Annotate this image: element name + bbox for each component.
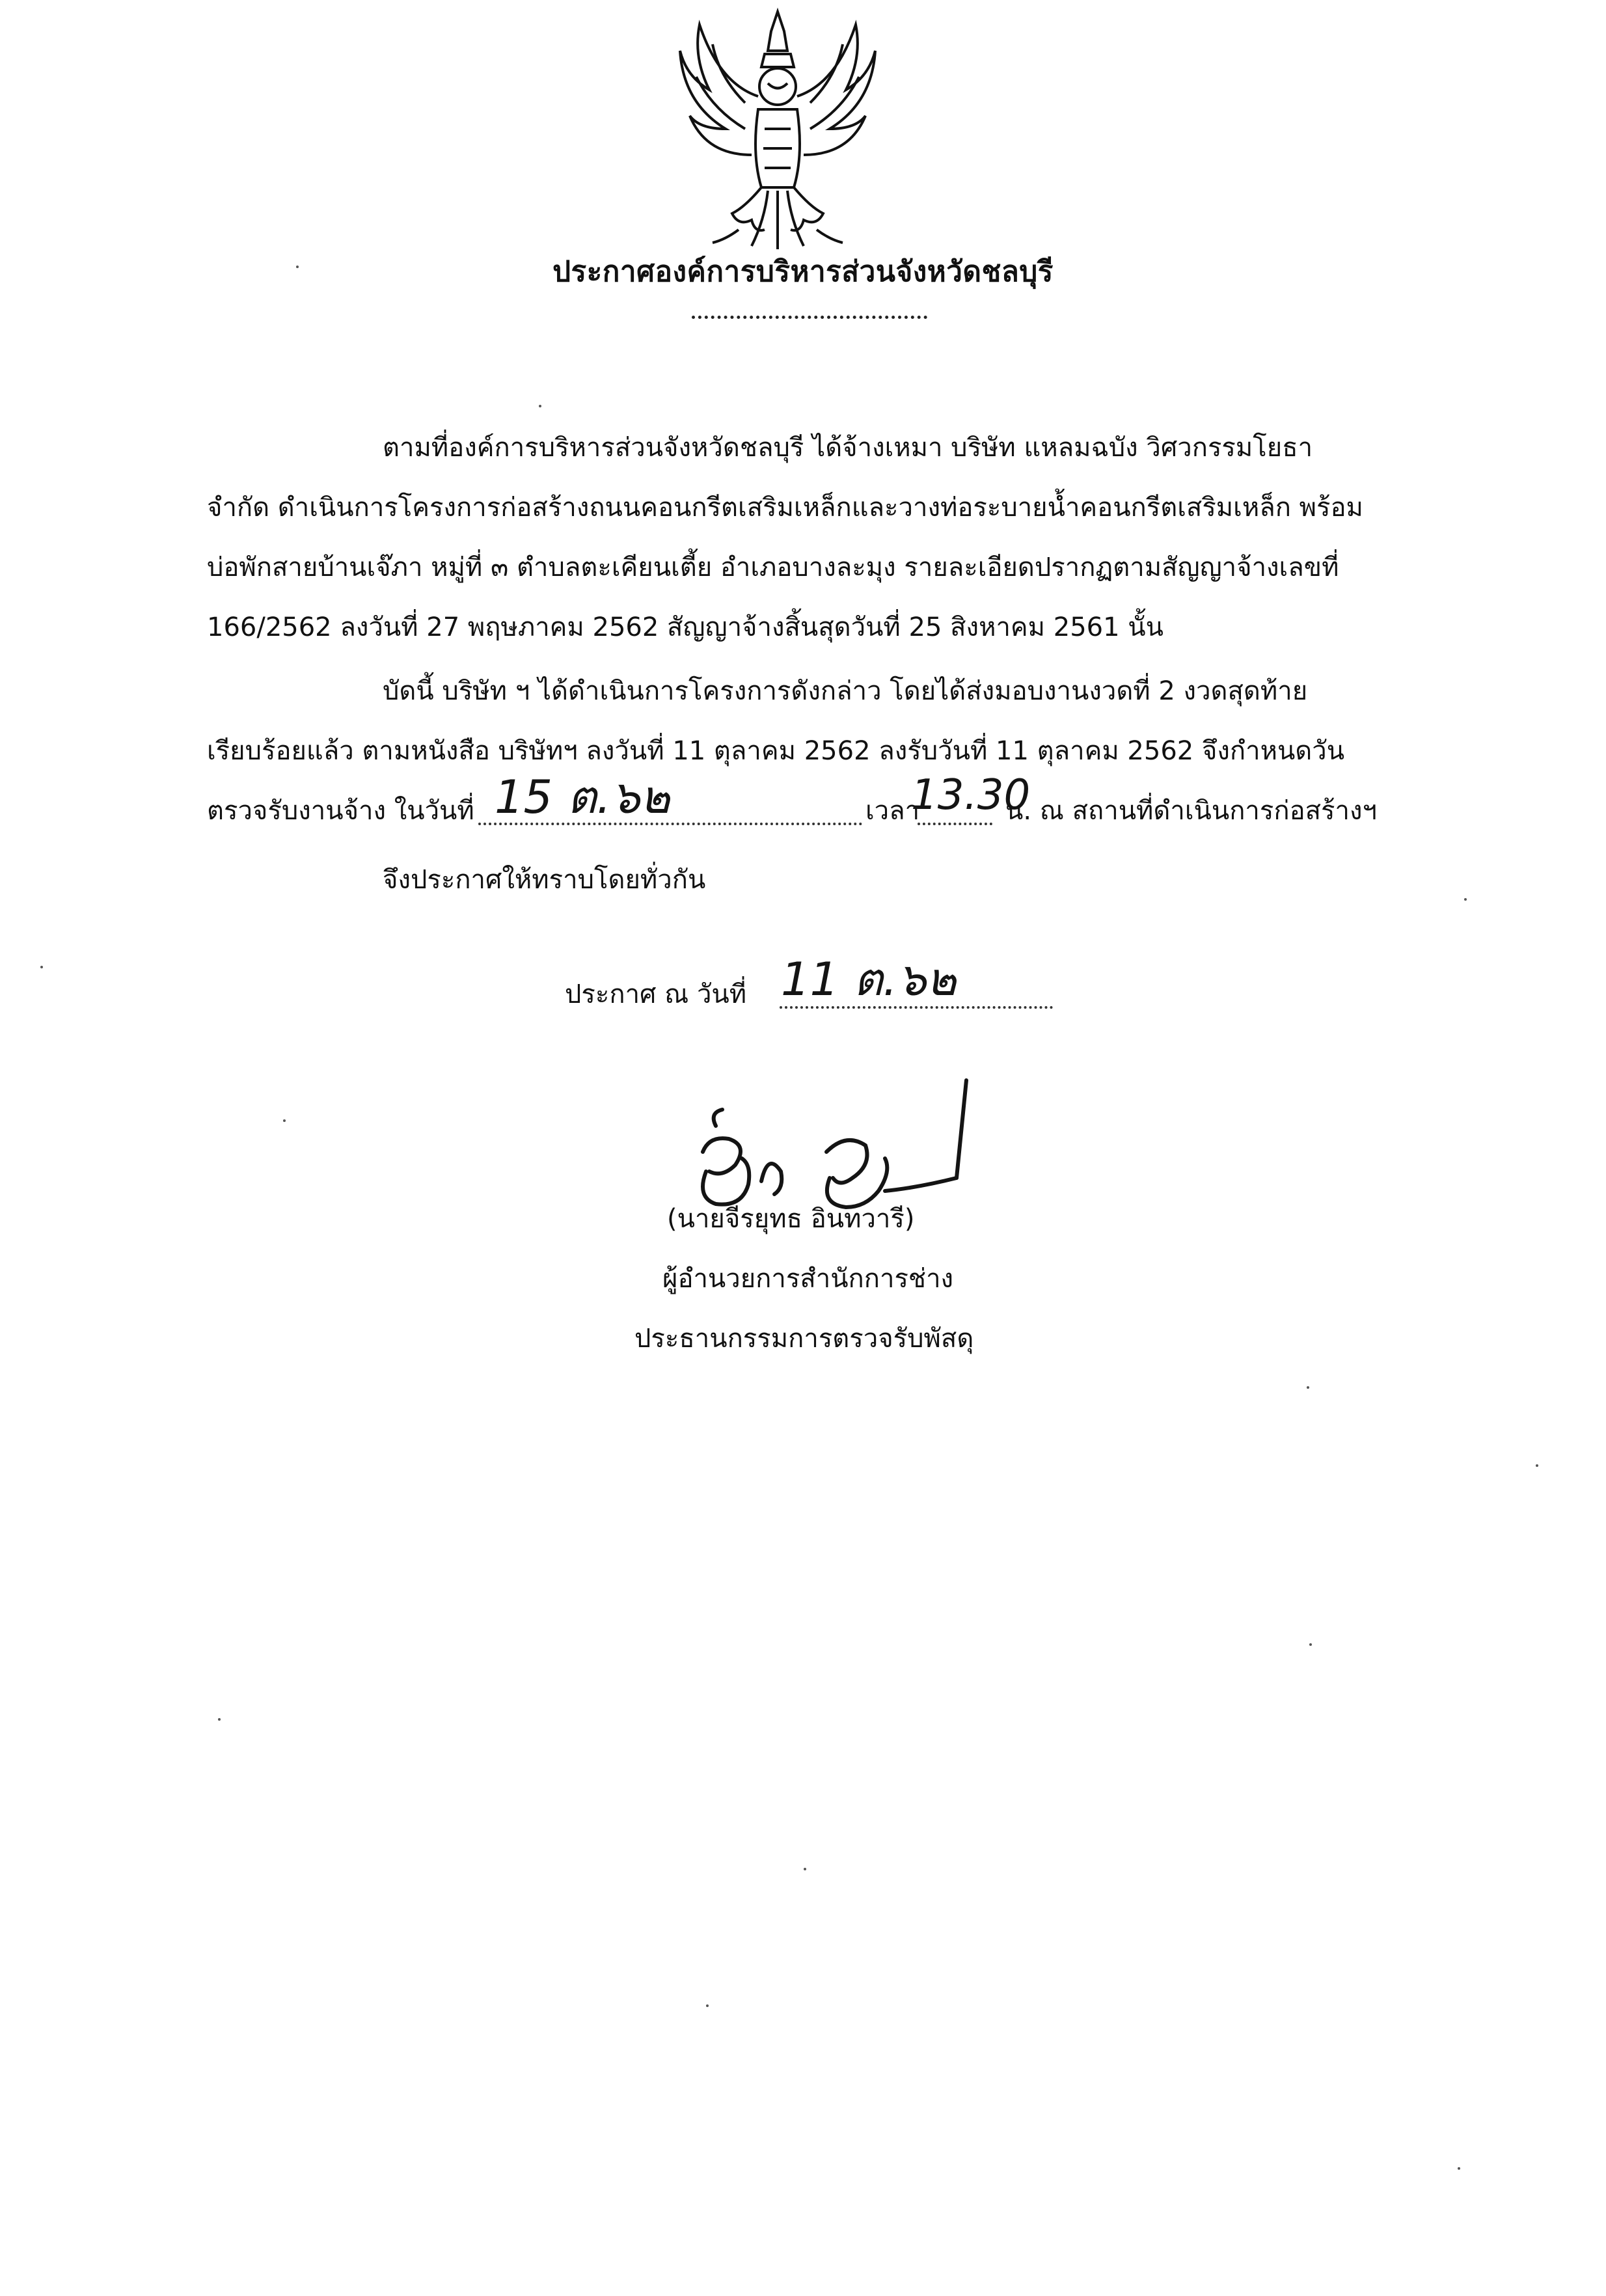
title-underline-dots bbox=[692, 316, 927, 319]
scan-speck bbox=[1536, 1464, 1538, 1467]
announce-date-dots bbox=[780, 1006, 1053, 1009]
signatory-role: ประธานกรรมการตรวจรับพัสดุ bbox=[634, 1324, 974, 1354]
garuda-emblem-icon bbox=[674, 5, 882, 253]
paragraph1-line2: จำกัด ดำเนินการโครงการก่อสร้างถนนคอนกรีตเสริมเหล็กและวางท่อระบายน้ำคอนกรีตเสริมเหล็ก พร้อม bbox=[207, 493, 1363, 523]
inspection-date-handwritten: 15 ต.๖๒ bbox=[495, 771, 670, 824]
scan-speck bbox=[1309, 1643, 1312, 1646]
scan-speck bbox=[218, 1718, 221, 1721]
paragraph2-line3-suffix: น. ณ สถานที่ดำเนินการก่อสร้างฯ bbox=[1005, 796, 1377, 826]
signatory-position: ผู้อำนวยการสำนักการช่าง bbox=[662, 1264, 954, 1294]
paragraph1-line1: ตามที่องค์การบริหารส่วนจังหวัดชลบุรี ได้จ้างเหมา บริษัท แหลมฉบัง วิศวกรรมโยธา bbox=[383, 433, 1313, 463]
announce-date-handwritten: 11 ต.๖๒ bbox=[781, 953, 957, 1006]
paragraph2-line3-time-label: เวลา bbox=[865, 796, 920, 826]
paragraph3: จึงประกาศให้ทราบโดยทั่วกัน bbox=[383, 865, 706, 895]
paragraph1-line4: 166/2562 ลงวันที่ 27 พฤษภาคม 2562 สัญญาจ้างสิ้นสุดวันที่ 25 สิงหาคม 2561 นั้น bbox=[207, 612, 1164, 642]
page-title: ประกาศองค์การบริหารส่วนจังหวัดชลบุรี bbox=[552, 255, 1054, 288]
paragraph2-line1: บัดนี้ บริษัท ฯ ได้ดำเนินการโครงการดังกล่าว โดยได้ส่งมอบงานงวดที่ 2 งวดสุดท้าย bbox=[383, 676, 1308, 706]
paragraph1-line3: บ่อพักสายบ้านเจ๊ภา หมู่ที่ ๓ ตำบลตะเคียนเตี้ย อำเภอบางละมุง รายละเอียดปรากฏตามสัญญาจ้างเลขที่ bbox=[207, 553, 1339, 582]
announce-label: ประกาศ ณ วันที่ bbox=[565, 979, 747, 1009]
inspection-time-dots bbox=[918, 823, 992, 825]
scan-speck bbox=[706, 2004, 709, 2007]
inspection-time-handwritten: 13.30 bbox=[911, 771, 1031, 819]
paragraph2-line3-prefix: ตรวจรับงานจ้าง ในวันที่ bbox=[207, 796, 474, 826]
scan-speck bbox=[1458, 2167, 1460, 2170]
scan-speck bbox=[1464, 898, 1467, 901]
scan-speck bbox=[1307, 1386, 1309, 1389]
paragraph2-line2: เรียบร้อยแล้ว ตามหนังสือ บริษัทฯ ลงวันที่ 11 ตุลาคม 2562 ลงรับวันที่ 11 ตุลาคม 2562 จึงกำหนดวัน bbox=[207, 736, 1345, 766]
signature-icon bbox=[670, 1074, 996, 1223]
scan-speck bbox=[804, 1868, 806, 1870]
scan-speck bbox=[296, 266, 299, 268]
scan-speck bbox=[40, 966, 43, 968]
scan-speck bbox=[283, 1119, 286, 1122]
scan-speck bbox=[539, 405, 541, 407]
signatory-name: (นายจีรยุทธ อินทวารี) bbox=[667, 1204, 915, 1234]
